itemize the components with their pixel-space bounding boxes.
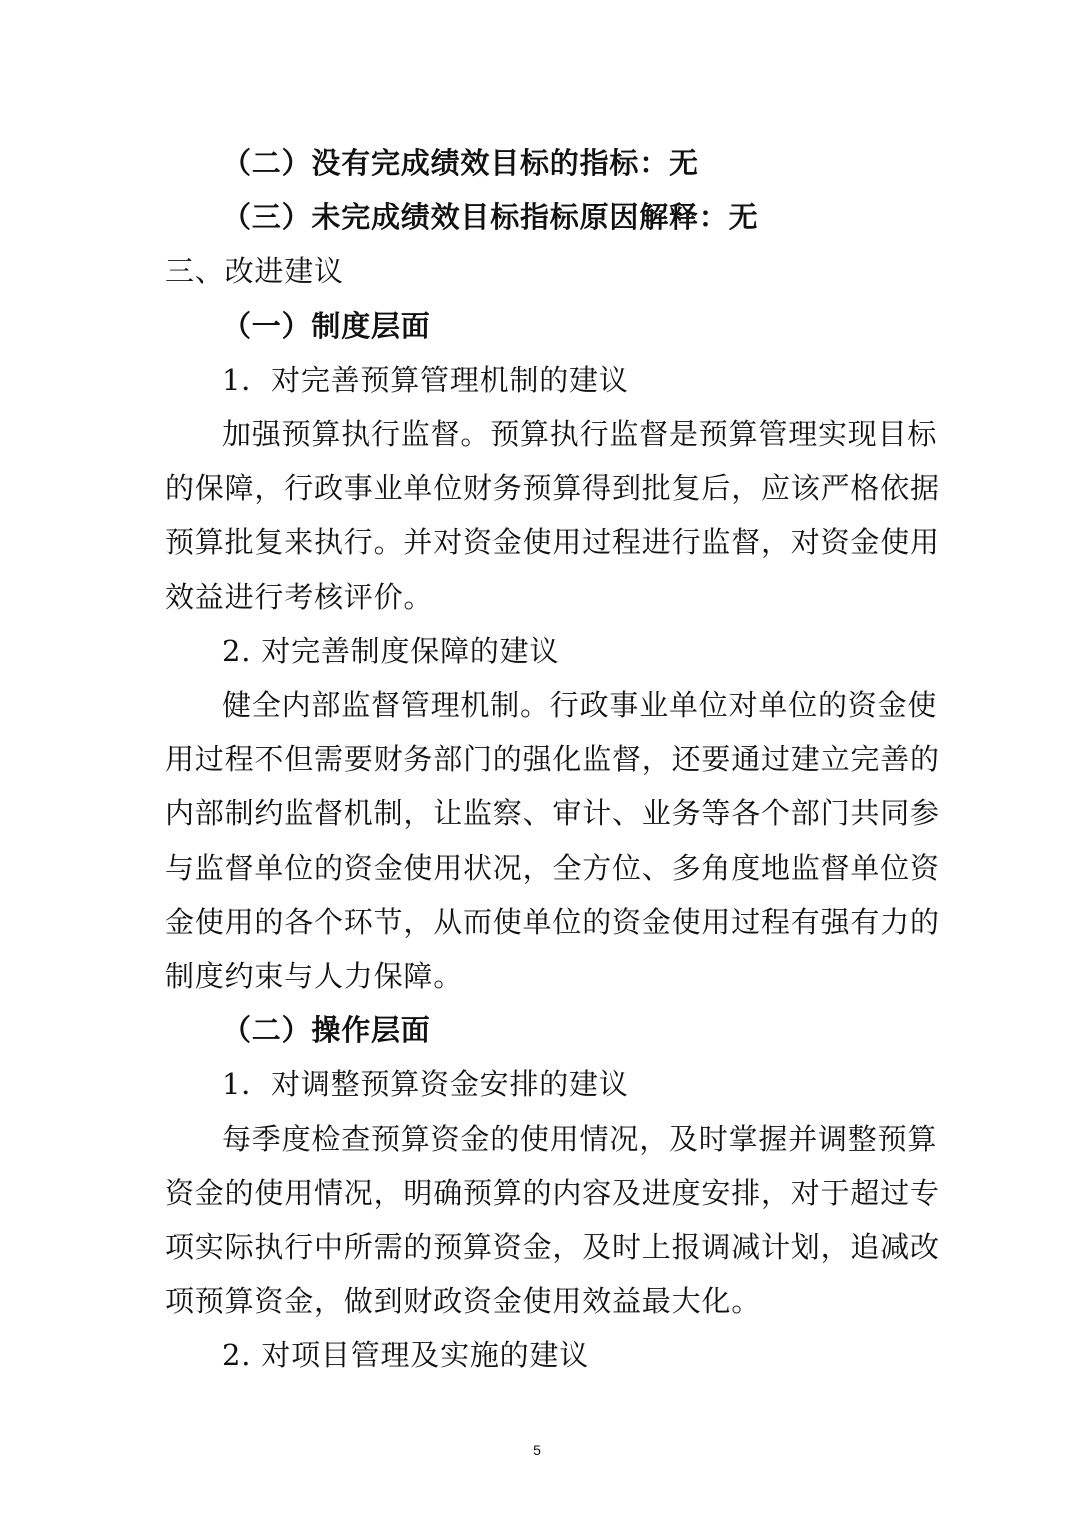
paragraph-line: 用过程不但需要财务部门的强化监督，还要通过建立完善的: [165, 742, 940, 777]
heading-line: 三、改进建议: [165, 254, 344, 289]
paragraph-line: 金使用的各个环节，从而使单位的资金使用过程有强有力的: [165, 904, 940, 939]
paragraph-line: 项预算资金，做到财政资金使用效益最大化。: [165, 1284, 762, 1319]
heading-line: （三）未完成绩效目标指标原因解释：无: [222, 200, 759, 235]
paragraph-line: 2. 对完善制度保障的建议: [222, 633, 560, 668]
page-number: 5: [533, 1442, 541, 1458]
paragraph-line: 预算批复来执行。并对资金使用过程进行监督，对资金使用: [165, 525, 940, 560]
paragraph-line: 制度约束与人力保障。: [165, 959, 464, 993]
heading-line: （二）没有完成绩效目标的指标：无: [222, 146, 699, 180]
paragraph-line: 健全内部监督管理机制。行政事业单位对单位的资金使: [222, 688, 938, 722]
paragraph-line: 资金的使用情况，明确预算的内容及进度安排，对于超过专: [165, 1175, 940, 1210]
paragraph-line: 加强预算执行监督。预算执行监督是预算管理实现目标: [222, 417, 938, 451]
heading-line: （二）操作层面: [222, 1013, 431, 1048]
paragraph-line: 的保障，行政事业单位财务预算得到批复后，应该严格依据: [165, 471, 940, 506]
paragraph-line: 每季度检查预算资金的使用情况，及时掌握并调整预算: [222, 1121, 938, 1156]
paragraph-line: 内部制约监督机制，让监察、审计、业务等各个部门共同参: [165, 796, 940, 831]
heading-line: （一）制度层面: [222, 308, 431, 343]
paragraph-line: 2. 对项目管理及实施的建议: [222, 1338, 590, 1373]
paragraph-line: 项实际执行中所需的预算资金，及时上报调减计划，追减改: [165, 1230, 940, 1264]
paragraph-line: 效益进行考核评价。: [165, 579, 434, 614]
paragraph-line: 1．对调整预算资金安排的建议: [222, 1067, 629, 1102]
paragraph-line: 1．对完善预算管理机制的建议: [222, 362, 629, 397]
paragraph-line: 与监督单位的资金使用状况，全方位、多角度地监督单位资: [165, 850, 940, 885]
